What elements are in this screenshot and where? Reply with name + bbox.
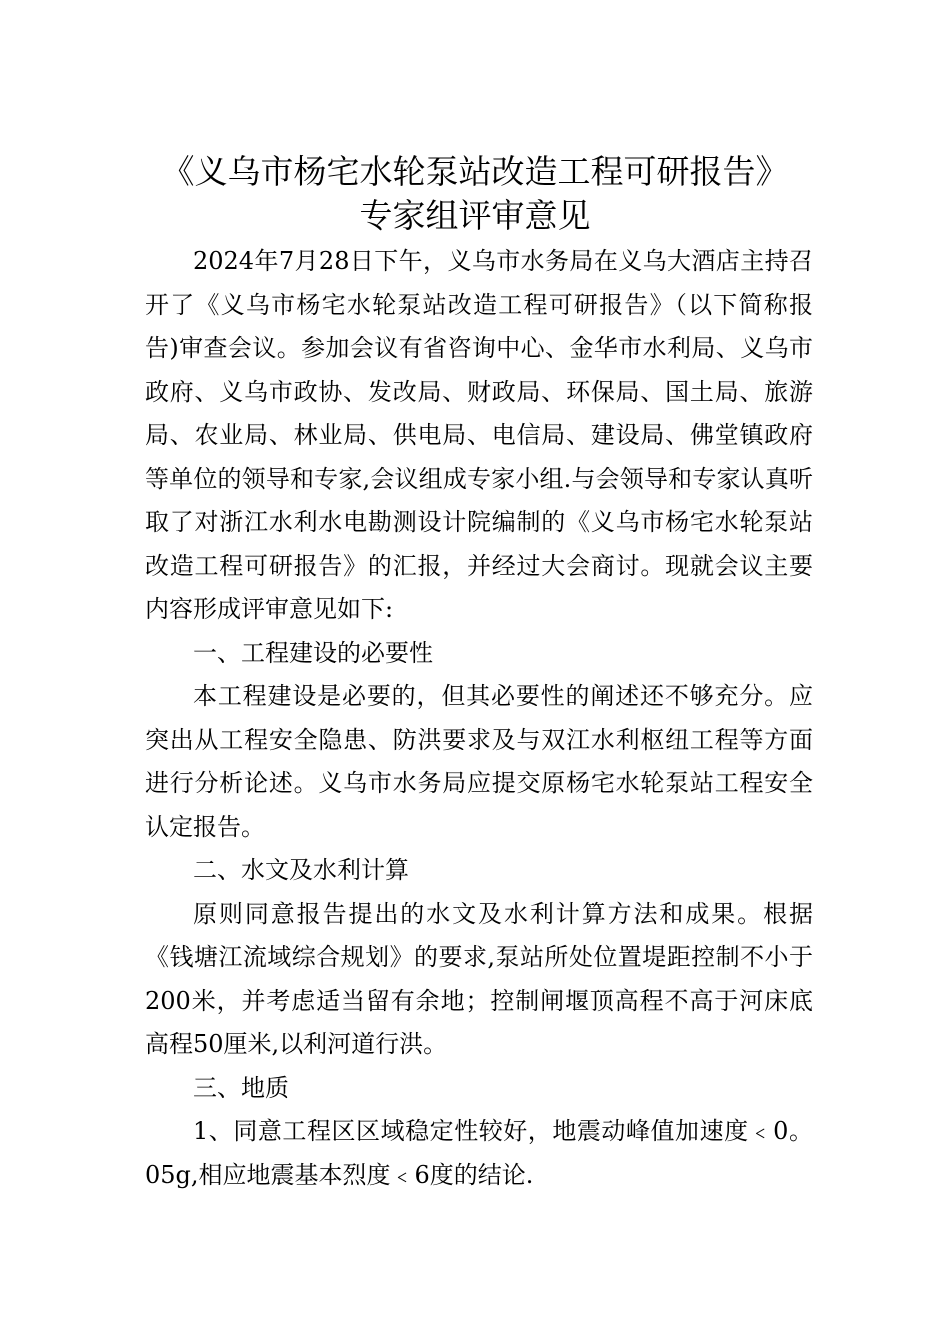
section-heading-hydrology: 二、水文及水利计算 bbox=[193, 856, 409, 884]
section-heading-geology: 三、地质 bbox=[193, 1073, 289, 1102]
hydrology-paragraph: 原则同意报告提出的水文及水利计算方法和成果。根据《钱塘江流域综合规划》的要求,泵站所处位置堤距控制不小于200米，并考虑适当留有余地；控制闸堰顶高程不高于河床底高程50厘米,以利河道行洪。 bbox=[145, 899, 813, 1058]
geology-paragraph: 1、同意工程区区域稳定性较好，地震动峰值加速度﹤0。05g,相应地震基本烈度﹤6度的结论. bbox=[145, 1117, 813, 1189]
necessity-paragraph: 本工程建设是必要的，但其必要性的阐述还不够充分。应突出从工程安全隐患、防洪要求及与双江水利枢纽工程等方面进行分析论述。义乌市水务局应提交原杨宅水轮泵站工程安全认定报告。 bbox=[145, 682, 813, 841]
document-title-line-2: 专家组评审意见 bbox=[359, 196, 591, 235]
section-heading-necessity: 一、工程建设的必要性 bbox=[193, 638, 433, 667]
document-title-line-1: 《义乌市杨宅水轮泵站改造工程可研报告》 bbox=[161, 152, 789, 191]
intro-paragraph: 2024年7月28日下午，义乌市水务局在义乌大酒店主持召开了《义乌市杨宅水轮泵站改造工程可研报告》（以下简称报告)审查会议。参加会议有省咨询中心、金华市水利局、义乌市政府、义乌市政协、发改局、财政局、环保局、国土局、旅游局、农业局、林业局、供电局、电信局、建设局、佛堂镇政府等单位的领导和专家,会议组成专家小组.与会领导和专家认真听取了对浙江水利水电勘测设计院编制的《义乌市杨宅水轮泵站改造工程可研报告》的汇报，并经过大会商讨。现就会议主要内容形成评审意见如下: bbox=[145, 247, 813, 623]
document-body bbox=[145, 240, 813, 1197]
